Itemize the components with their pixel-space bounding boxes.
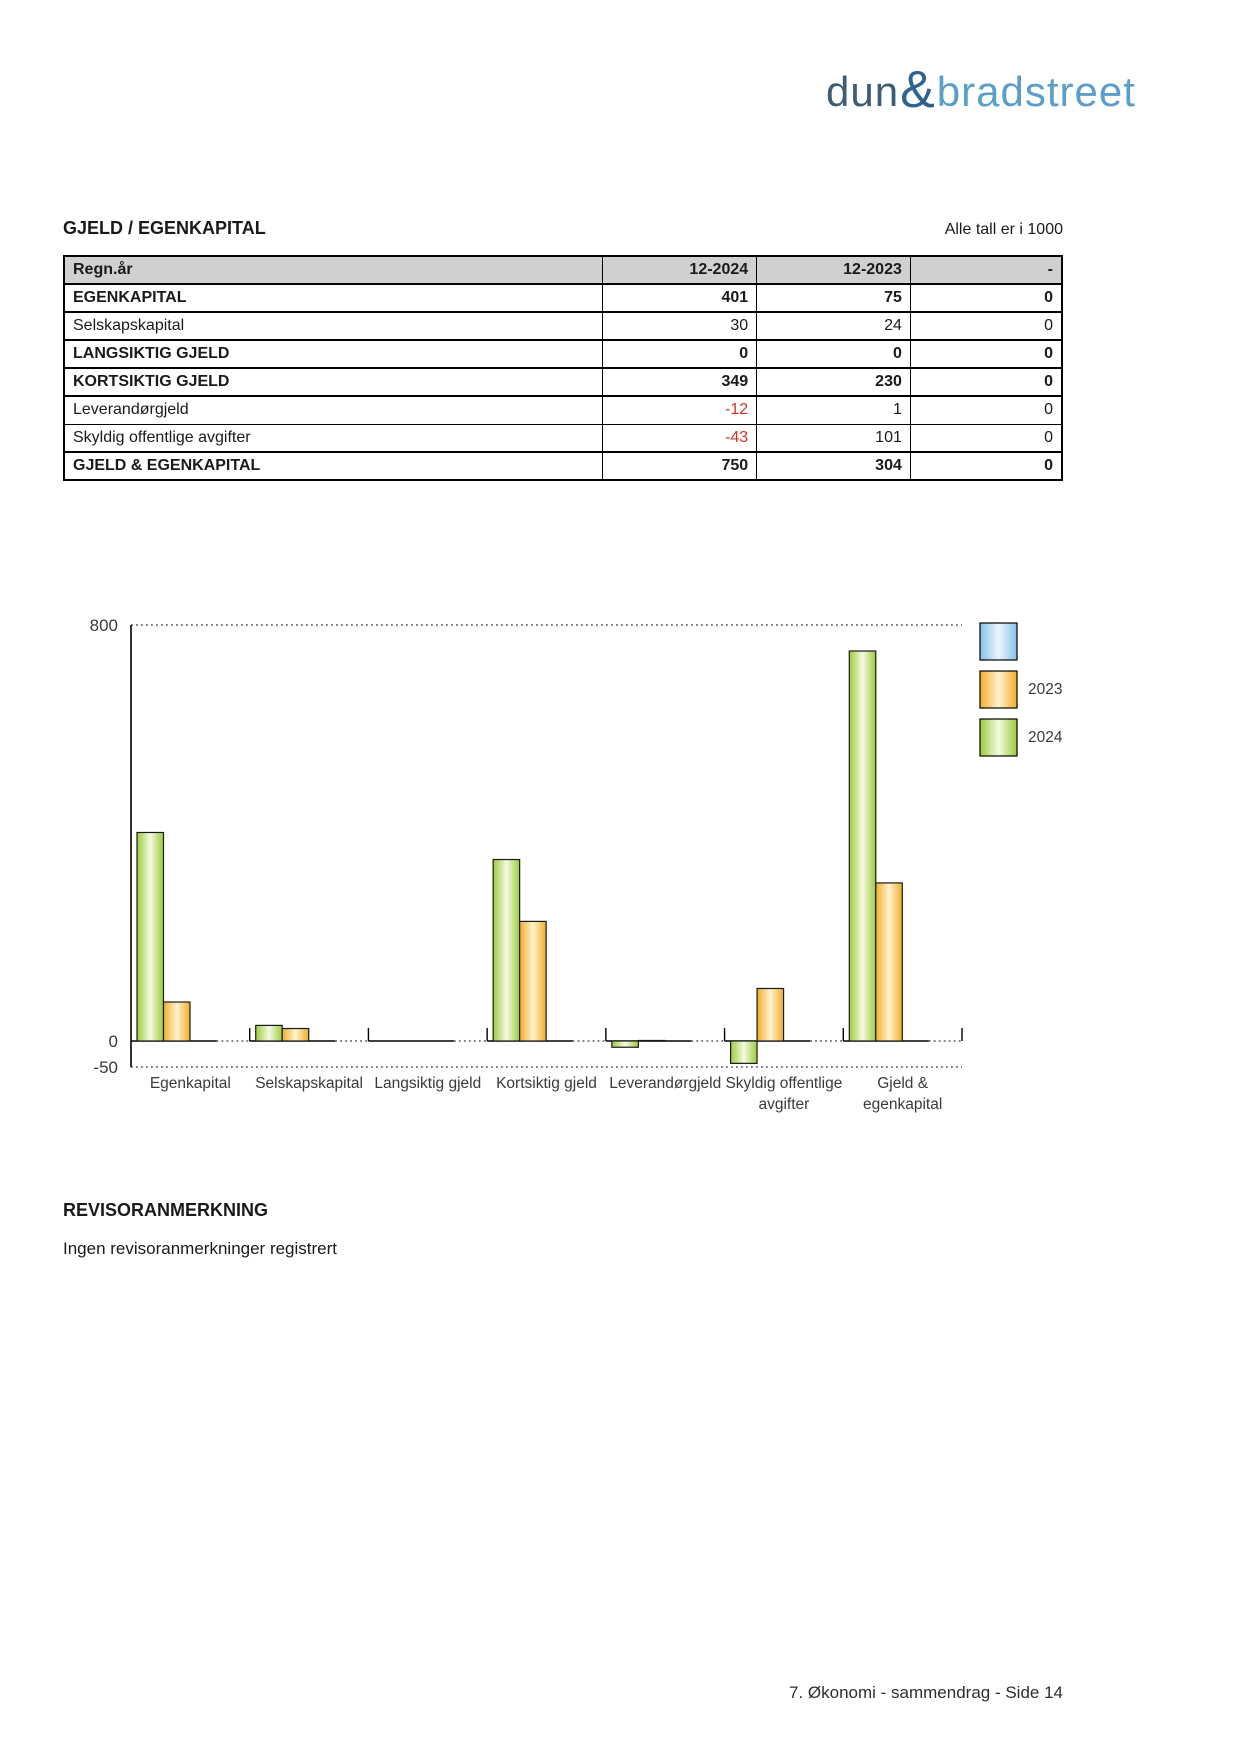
table-row bbox=[64, 452, 1062, 480]
value-cell: 230 bbox=[757, 368, 911, 396]
legend-swatch bbox=[980, 623, 1017, 660]
page-footer: 7. Økonomi - sammendrag - Side 14 bbox=[788, 1683, 1063, 1702]
row-label: KORTSIKTIG GJELD bbox=[64, 368, 603, 396]
revisor-heading: REVISORANMERKNING bbox=[63, 1200, 269, 1220]
row-label: Leverandørgjeld bbox=[64, 396, 603, 424]
category-label: Kortsiktig gjeld bbox=[496, 1075, 597, 1092]
value-cell: 0 bbox=[910, 368, 1062, 396]
value-cell: 0 bbox=[603, 340, 757, 368]
bar-2023 bbox=[876, 883, 903, 1041]
table-row bbox=[64, 368, 1062, 396]
value-cell: 0 bbox=[910, 396, 1062, 424]
row-label: EGENKAPITAL bbox=[64, 284, 603, 312]
balance-chart bbox=[0, 540, 1241, 1130]
category-label: Skyldig offentlige bbox=[725, 1075, 843, 1092]
table-header-row bbox=[64, 256, 1062, 284]
category-label: Egenkapital bbox=[149, 1075, 231, 1092]
legend-label: 2024 bbox=[1028, 729, 1063, 746]
value-cell: -12 bbox=[603, 396, 757, 424]
value-cell: 1 bbox=[757, 396, 911, 424]
value-cell: 349 bbox=[603, 368, 757, 396]
header-12-2024: 12-2024 bbox=[603, 256, 757, 284]
value-cell: 304 bbox=[757, 452, 911, 480]
logo-ampersand-icon: & bbox=[900, 61, 936, 119]
category-label: Selskapskapital bbox=[255, 1075, 363, 1092]
legend-label: 2023 bbox=[1028, 681, 1063, 698]
value-cell: 75 bbox=[757, 284, 911, 312]
bar-2023 bbox=[164, 1002, 191, 1041]
table-row bbox=[64, 312, 1062, 340]
value-cell: 101 bbox=[757, 424, 911, 452]
row-label: Skyldig offentlige avgifter bbox=[64, 424, 603, 452]
row-label: LANGSIKTIG GJELD bbox=[64, 340, 603, 368]
legend-swatch bbox=[980, 719, 1017, 756]
bar-2023 bbox=[282, 1029, 309, 1041]
value-cell: 0 bbox=[910, 424, 1062, 452]
row-label: GJELD & EGENKAPITAL bbox=[64, 452, 603, 480]
value-cell: 0 bbox=[910, 340, 1062, 368]
section-header bbox=[63, 218, 1063, 239]
category-label: Leverandørgjeld bbox=[609, 1075, 722, 1092]
bar-2023 bbox=[757, 988, 784, 1041]
header-dash: - bbox=[910, 256, 1062, 284]
bar-2023 bbox=[520, 921, 547, 1041]
section-title: GJELD / EGENKAPITAL bbox=[63, 218, 266, 238]
table-row bbox=[64, 284, 1062, 312]
bar-2024 bbox=[849, 651, 876, 1041]
header-regnar: Regn.år bbox=[64, 256, 603, 284]
value-cell: 0 bbox=[910, 312, 1062, 340]
category-label: avgifter bbox=[758, 1096, 810, 1113]
table-row bbox=[64, 424, 1062, 452]
category-label: Gjeld & bbox=[877, 1075, 929, 1092]
table-row bbox=[64, 396, 1062, 424]
value-cell: 0 bbox=[910, 452, 1062, 480]
value-cell: 30 bbox=[603, 312, 757, 340]
y-tick-label: -50 bbox=[93, 1058, 118, 1077]
financial-table bbox=[63, 255, 1063, 481]
bar-2024 bbox=[731, 1041, 758, 1063]
y-tick-label: 0 bbox=[108, 1032, 118, 1051]
category-label: Langsiktig gjeld bbox=[374, 1075, 482, 1092]
value-cell: -43 bbox=[603, 424, 757, 452]
revisor-text: Ingen revisoranmerkninger registrert bbox=[63, 1239, 338, 1258]
bar-2023 bbox=[638, 1040, 665, 1041]
category-label: egenkapital bbox=[862, 1096, 943, 1113]
logo-word-dun: dun bbox=[826, 68, 900, 115]
value-cell: 0 bbox=[910, 284, 1062, 312]
value-cell: 750 bbox=[603, 452, 757, 480]
bar-2024 bbox=[612, 1041, 639, 1047]
header-12-2023: 12-2023 bbox=[757, 256, 911, 284]
y-tick-label: 800 bbox=[89, 616, 118, 635]
legend-swatch bbox=[980, 671, 1017, 708]
value-cell: 24 bbox=[757, 312, 911, 340]
table-row bbox=[64, 340, 1062, 368]
value-cell: 0 bbox=[757, 340, 911, 368]
bar-2024 bbox=[256, 1025, 283, 1041]
bar-2024 bbox=[493, 860, 519, 1041]
dnb-logo bbox=[826, 62, 1136, 122]
unit-note: Alle tall er i 1000 bbox=[944, 221, 1063, 238]
value-cell: 401 bbox=[603, 284, 757, 312]
logo-word-bradstreet: bradstreet bbox=[936, 68, 1136, 115]
bar-2024 bbox=[137, 832, 164, 1041]
row-label: Selskapskapital bbox=[64, 312, 603, 340]
